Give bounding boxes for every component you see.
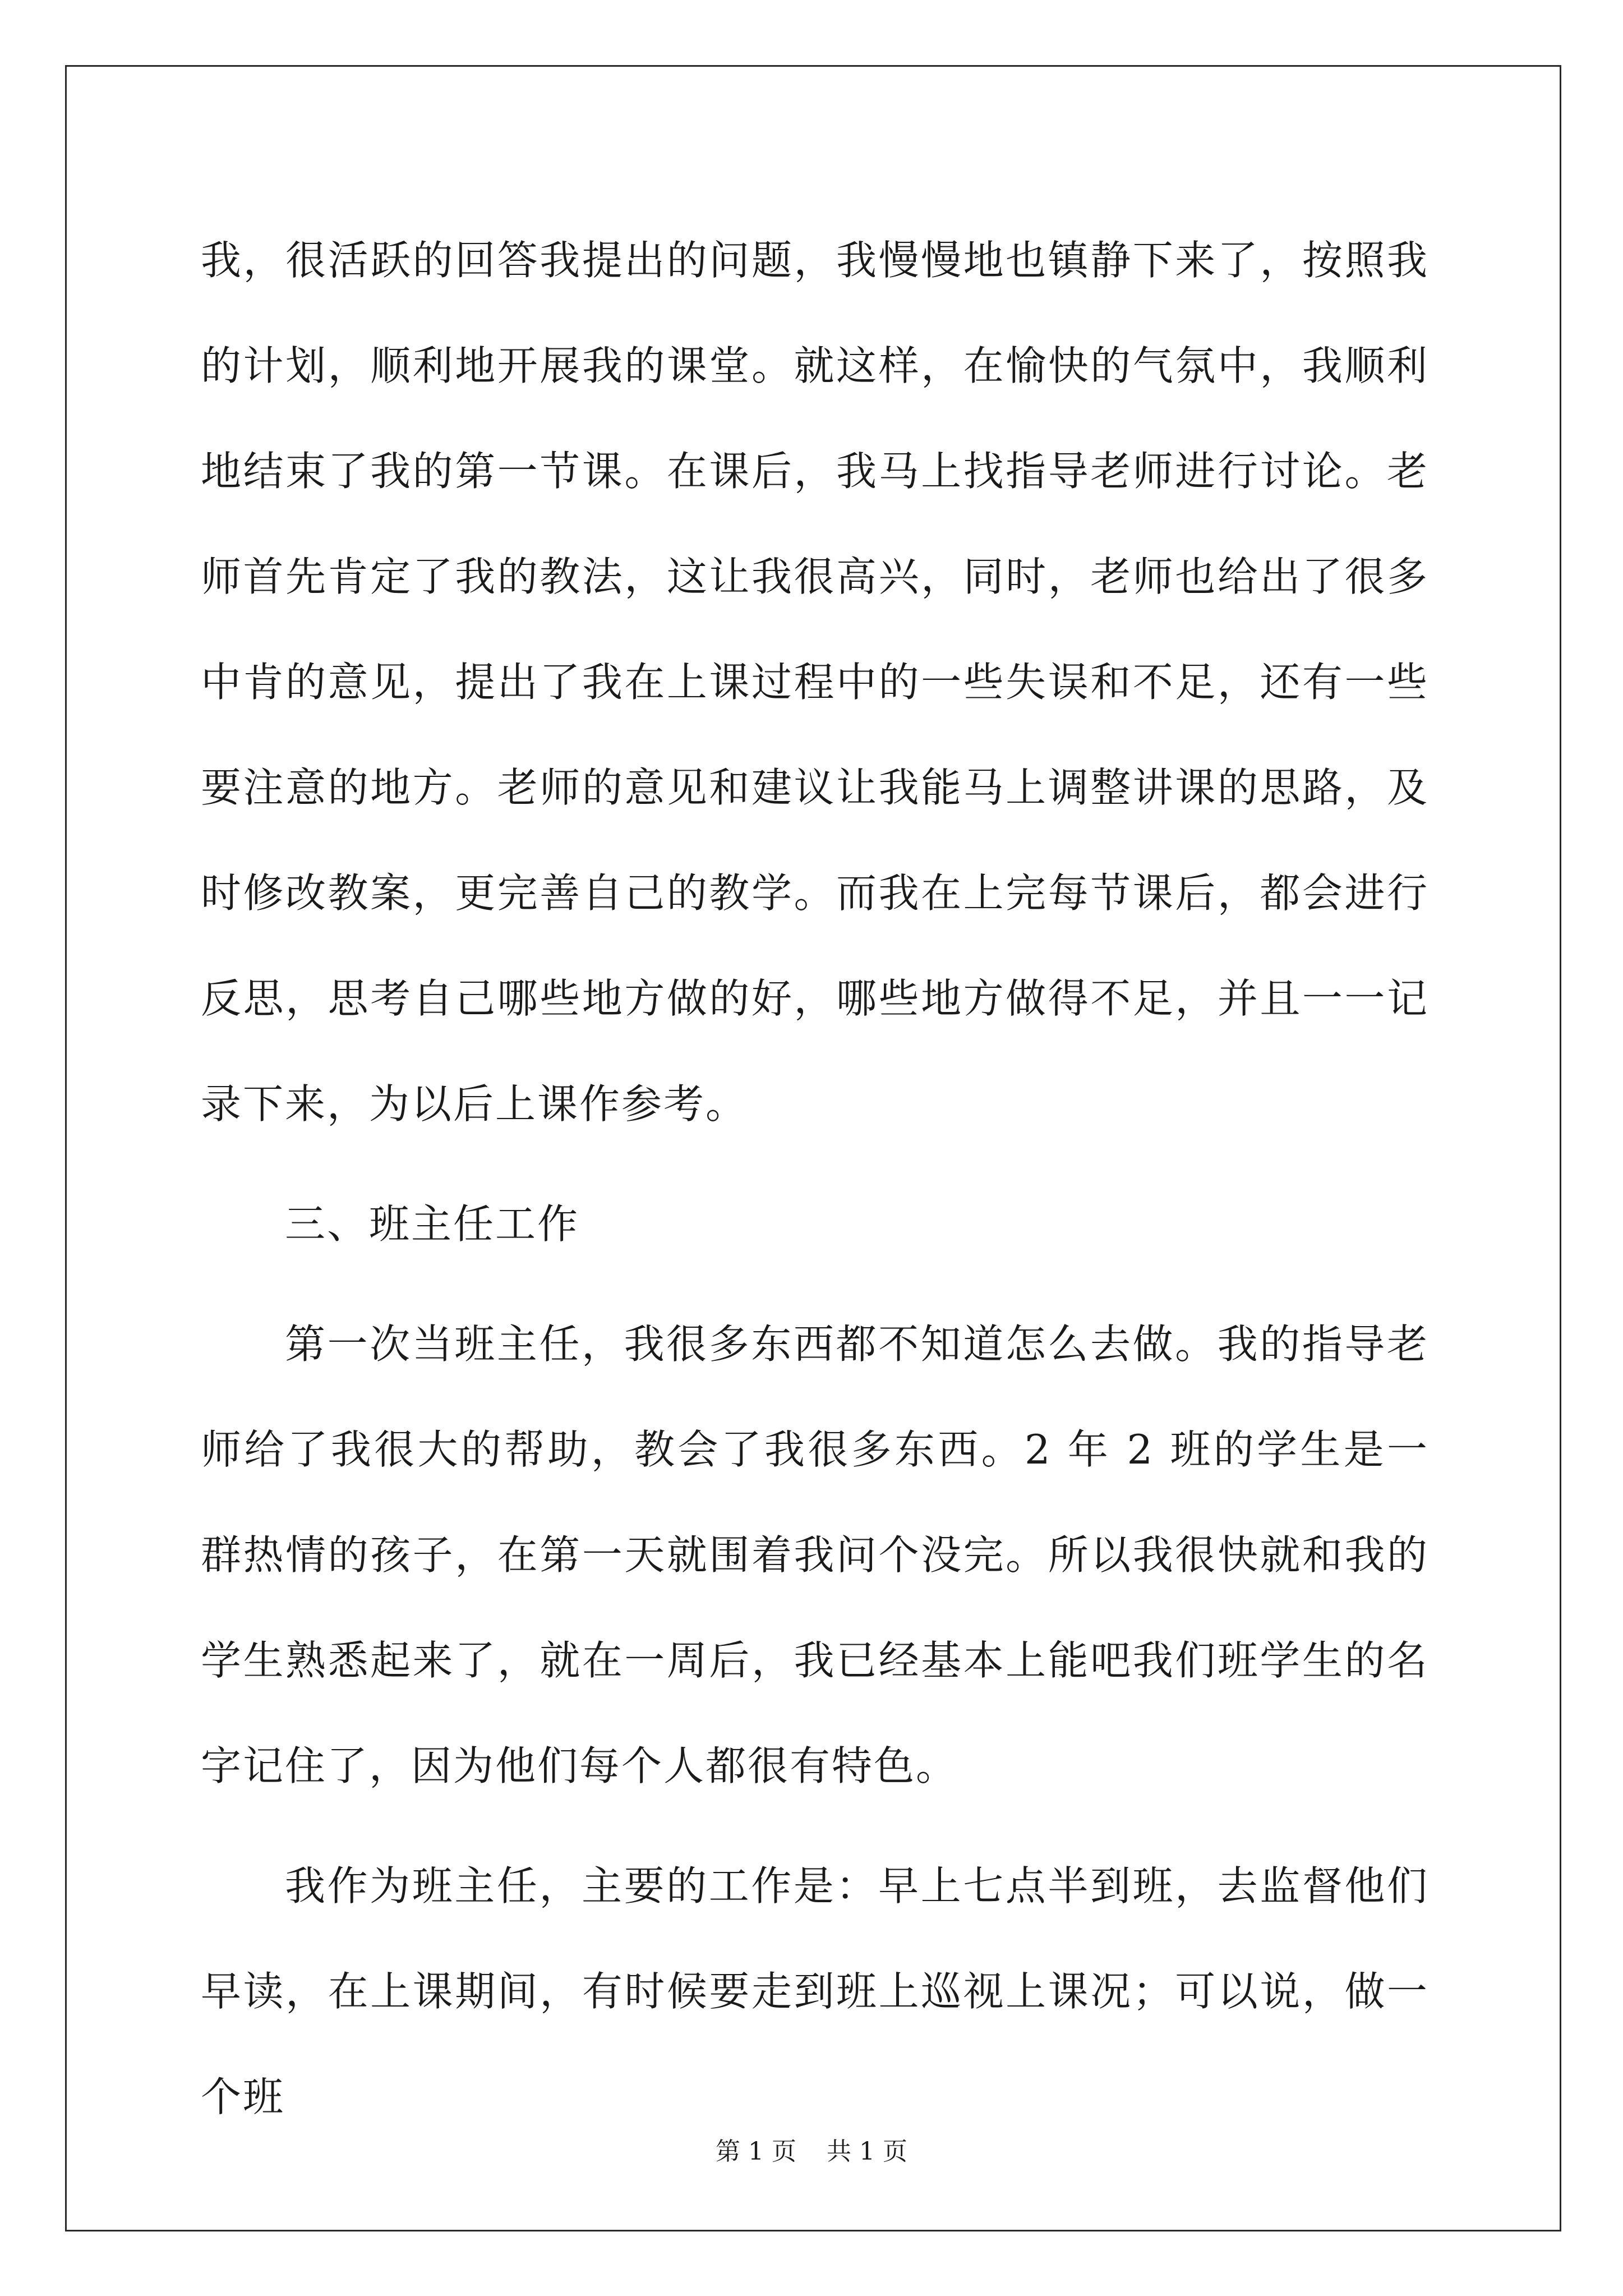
paragraph-first-time-head-teacher: 第一次当班主任，我很多东西都不知道怎么去做。我的指导老师给了我很大的帮助，教会了我很多东西。2 年 2 班的学生是一群热情的孩子，在第一天就围着我问个没完。所以我很快就和我的学生熟悉起来了，就在一周后，我已经基本上能吧我们班学生的名字记住了，因为他们每个人都很有特色。 — [201, 1320, 1429, 1789]
page-number: 第 1 页 — [716, 2137, 796, 2166]
section-heading: 三、班主任工作 — [285, 1200, 580, 1248]
paragraph-head-teacher-duties: 我作为班主任，主要的工作是：早上七点半到班，去监督他们早读，在上课期间，有时候要走到班上巡视上课况；可以说，做一个班 — [201, 1862, 1429, 2120]
paragraph-gap — [201, 1157, 1429, 1171]
paragraph-teaching-reflection: 我，很活跃的回答我提出的问题，我慢慢地也镇静下来了，按照我的计划，顺利地开展我的课堂。就这样，在愉快的气氛中，我顺利地结束了我的第一节课。在课后，我马上找指导老师进行讨论。老师首先肯定了我的教法，这让我很高兴，同时，老师也给出了很多中肯的意见，提出了我在上课过程中的一些失误和不足，还有一些要注意的地方。老师的意见和建议让我能马上调整讲课的思路，及时修改教案，更完善自己的教学。而我在上完每节课后，都会进行反思，思考自己哪些地方做的好，哪些地方做得不足，并且一一记录下来，为以后上课作参考。 — [201, 237, 1429, 1128]
page-total: 共 1 页 — [827, 2137, 907, 2166]
paragraph-gap — [201, 1819, 1429, 1833]
page-footer — [0, 2135, 1623, 2169]
document-body — [201, 208, 1429, 2150]
paragraph-gap — [201, 1277, 1429, 1291]
